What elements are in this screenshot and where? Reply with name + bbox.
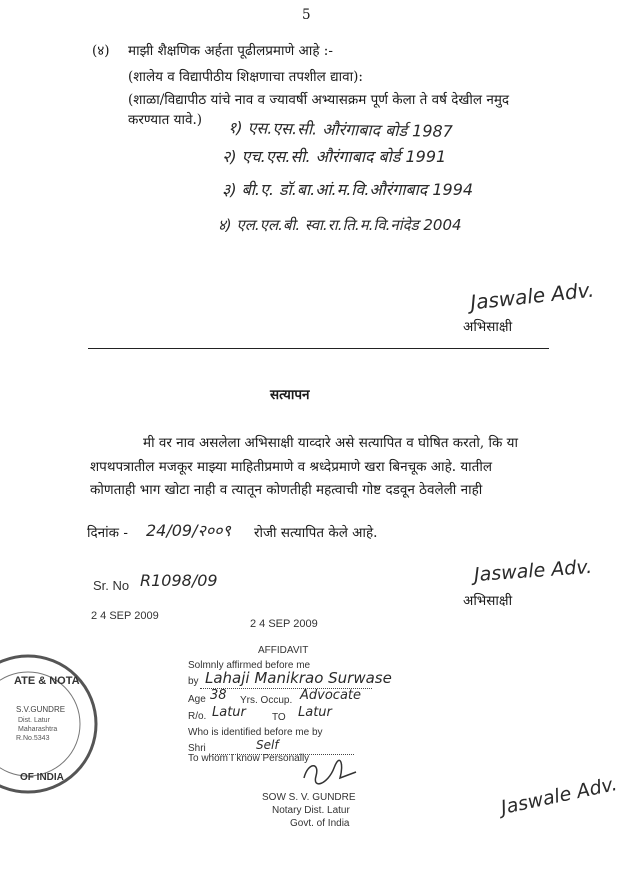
seal-line: Dist. Latur — [18, 717, 50, 724]
affidavit-to-value: Latur — [298, 705, 332, 720]
notary-seal — [0, 652, 100, 802]
serial-number: R1098/09 — [140, 571, 218, 590]
date-label: दिनांक - — [87, 525, 128, 541]
deponent-label: अभिसाक्षी — [463, 593, 513, 609]
section-instruction-line2: करण्यात यावे.) — [128, 112, 203, 128]
date-value: 24/09/२००९ — [146, 521, 231, 540]
signature: Jaswale Adv. — [473, 555, 593, 587]
affidavit-title: AFFIDAVIT — [258, 645, 309, 656]
seal-bottom-text: OF INDIA — [20, 772, 64, 783]
affidavit-occupation-value: Advocate — [300, 688, 362, 703]
affidavit-solemnly: Solmnly affirmed before me — [188, 660, 311, 671]
stamp-date: 2 4 SEP 2009 — [250, 618, 318, 630]
seal-name: S.V.GUNDRE — [16, 705, 66, 714]
seal-top-text: ATE & NOTA — [14, 675, 80, 687]
date-suffix: रोजी सत्यापित केले आहे. — [254, 525, 378, 541]
section-subheading: (शालेय व विद्यापीठीय शिक्षणाचा तपशील द्यावा): — [128, 69, 363, 85]
verification-paragraph-line2: शपथपत्रातील मजकूर माझ्या माहितीप्रमाणे व श्रध्देप्रमाणे खरा बिनचूक आहे. यातील — [90, 459, 493, 475]
qualification-entry: ४) एल.एल.बी. स्वा.रा.ति.म.वि.नांदेड 2004 — [218, 216, 462, 234]
affidavit-by-value: Lahaji Manikrao Surwase — [205, 669, 392, 687]
affidavit-whom: To whom I know Personally — [188, 753, 310, 764]
affidavit-ro-label: R/o. — [188, 711, 207, 722]
qualification-entry: ३) बी.ए. डॉ.बा.आं.म.वि.औरंगाबाद 1994 — [222, 180, 474, 199]
verification-paragraph-line1: मी वर नाव असलेला अभिसाक्षी याव्दारे असे सत्यापित व घोषित करतो, कि या — [143, 435, 518, 451]
section-instruction-line1: (शाळा/विद्यापीठ यांचे नाव व ज्यावर्षी अभ्यासक्रम पूर्ण केला ते वर्ष देखील नमुद — [128, 92, 510, 108]
stamp-date: 2 4 SEP 2009 — [91, 610, 159, 622]
affidavit-identified: Who is identified before me by — [188, 727, 323, 738]
divider-line — [88, 348, 549, 349]
notary-signature-icon — [300, 758, 360, 788]
affidavit-by-label: by — [188, 676, 199, 687]
section-number: (४) — [92, 43, 110, 59]
qualification-entry: १) एस.एस.सी. औरंगाबाद बोर्ड 1987 — [227, 118, 453, 141]
affidavit-age-label: Age — [188, 694, 206, 705]
seal-line: Maharashtra — [18, 726, 58, 733]
notary-govt: Govt. of India — [290, 818, 350, 829]
affidavit-yrs-label: Yrs. Occup. — [240, 695, 293, 706]
notary-district: Notary Dist. Latur — [272, 805, 350, 816]
page-number: 5 — [302, 7, 311, 23]
affidavit-to-label: TO — [272, 712, 286, 723]
signature: Jaswale Adv. — [499, 772, 620, 820]
serial-number-prefix: Sr. No — [93, 578, 130, 593]
affidavit-age-value: 38 — [210, 688, 227, 703]
qualification-entry: २) एच.एस.सी. औरंगाबाद बोर्ड 1991 — [222, 147, 447, 166]
seal-reg: R.No.5343 — [16, 735, 50, 742]
affidavit-ro-value: Latur — [212, 705, 246, 720]
affidavit-shri-value: Self — [256, 738, 279, 752]
verification-paragraph-line3: कोणताही भाग खोटा नाही व त्यातून कोणतीही महत्वाची गोष्ट दडवून ठेवलेली नाही — [90, 482, 483, 498]
affidavit-shri-label: Shri — [188, 743, 206, 754]
notary-name: SOW S. V. GUNDRE — [262, 792, 356, 803]
section-heading: माझी शैक्षणिक अर्हता पूढीलप्रमाणे आहे :- — [128, 43, 333, 59]
signature: Jaswale Adv. — [469, 277, 596, 315]
deponent-label: अभिसाक्षी — [463, 319, 513, 335]
verification-title: सत्यापन — [270, 387, 310, 403]
